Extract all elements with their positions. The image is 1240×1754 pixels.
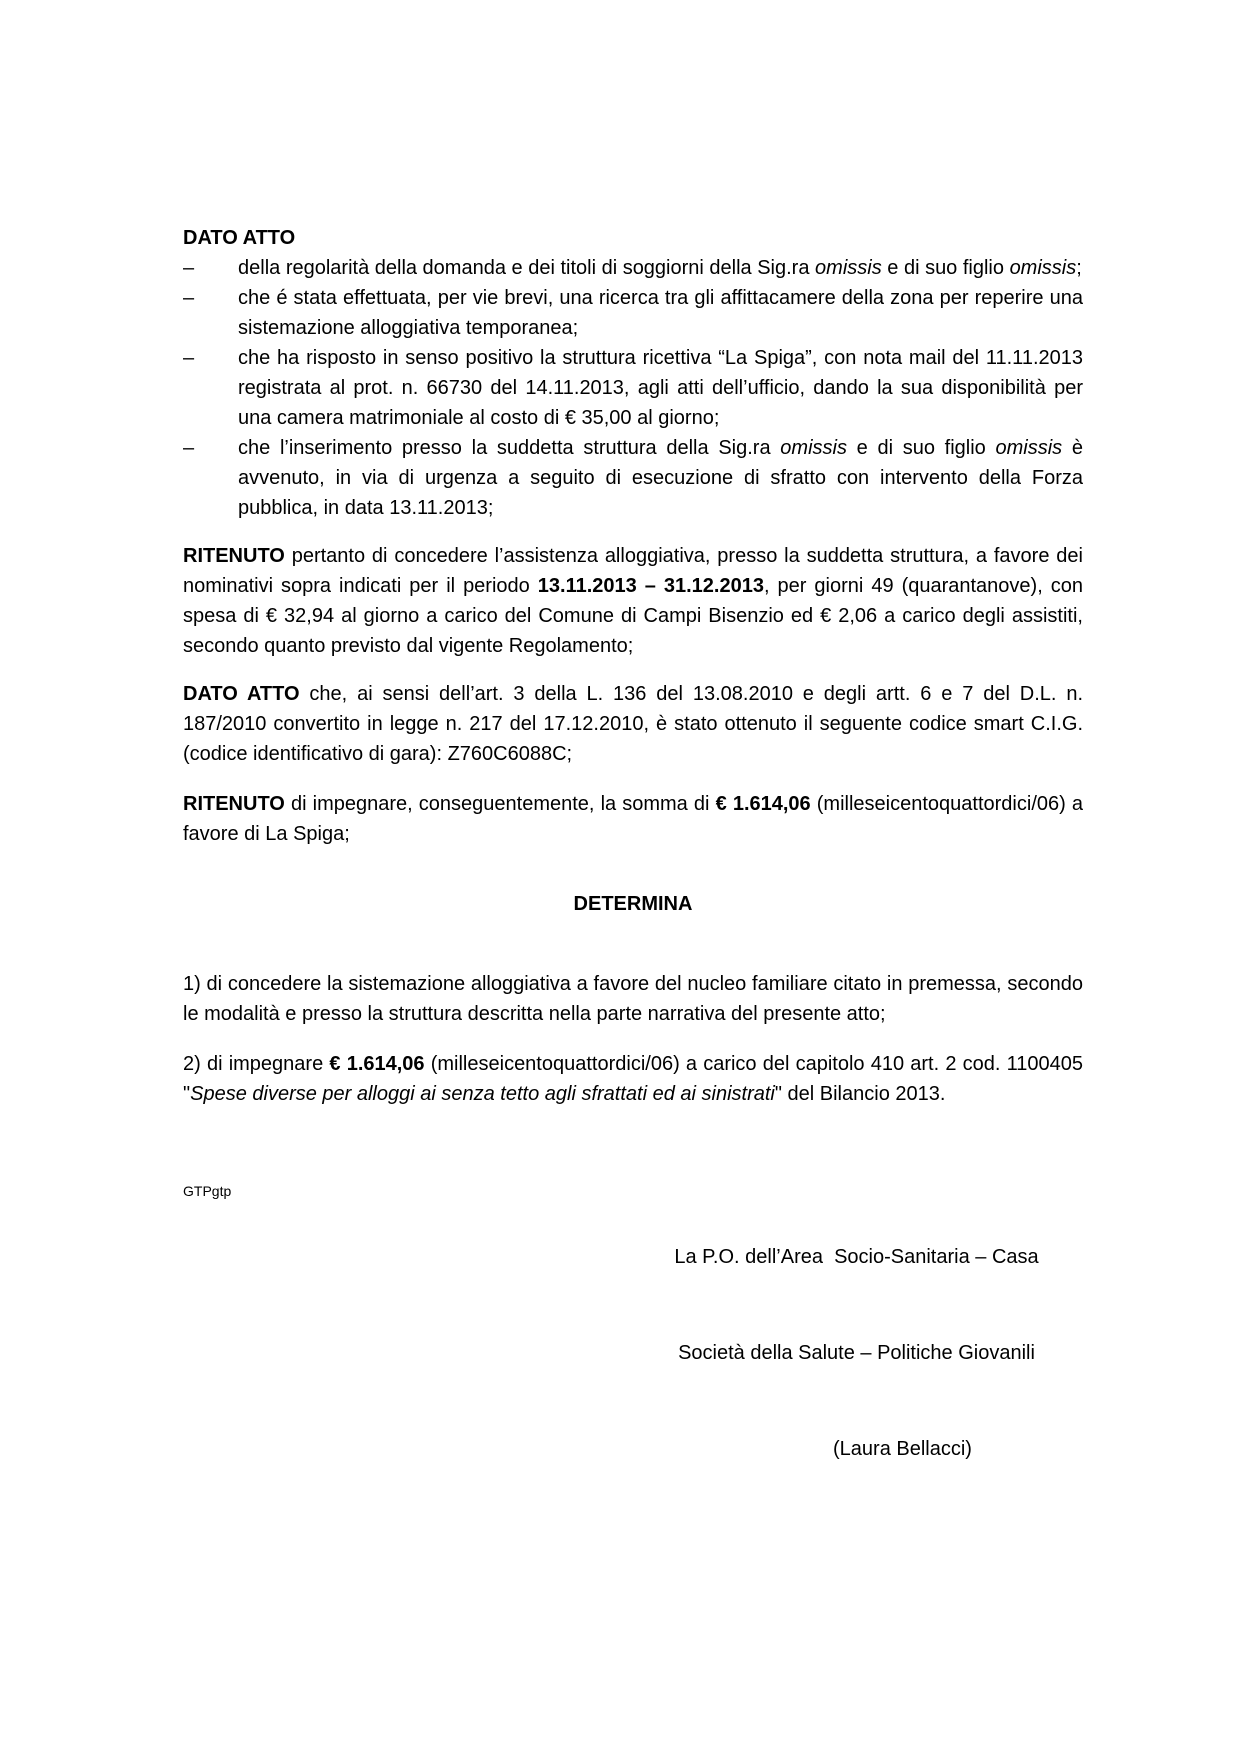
footer — [183, 1177, 1083, 1529]
text-run: RITENUTO — [183, 793, 285, 815]
paragraph-dato-atto-2 — [183, 679, 1083, 769]
text-run: omissis — [815, 257, 882, 279]
paragraph-determina-item-1 — [183, 969, 1083, 1029]
heading-dato-atto: DATO ATTO — [183, 227, 296, 249]
signature-role-line-1: La P.O. dell’Area Socio-Sanitaria – Casa — [674, 1246, 1039, 1268]
text-run: DATO ATTO — [183, 683, 300, 705]
text-run: 2) di impegnare — [183, 1053, 330, 1075]
text-run: di impegnare, conseguentemente, la somma di — [284, 793, 716, 815]
text-run: pertanto di concedere l’assistenza alloggiativa, presso la suddetta struttura, a favore dei nominativi sopra indicati per il periodo — [183, 545, 1083, 597]
signature-role-line-2: Società della Salute – Politiche Giovanili — [678, 1342, 1035, 1364]
bullet-text-4 — [238, 433, 1083, 523]
text-run: è avvenuto, in via di urgenza a seguito di esecuzione di sfratto con intervento della Forza pubblica, in data 13.11.2013; — [238, 437, 1084, 519]
text-run: Spese diverse per alloggi ai senza tetto agli sfrattati ed ai sinistrati — [190, 1083, 775, 1105]
section-dato-atto — [183, 223, 1083, 523]
text-run: , per giorni 49 (quarantanove), con spesa di € 32,94 al giorno a carico del Comune di Campi Bisenzio ed € 2,06 a carico degli assistiti, secondo quanto previsto dal vigente Regolamento; — [183, 575, 1084, 657]
text-run: 13.11.2013 – 31.12.2013 — [537, 575, 764, 597]
text-run: e di suo figlio — [881, 257, 1010, 279]
bullet-item-1 — [183, 253, 1083, 283]
bullet-list — [183, 253, 1083, 523]
bullet-item-2 — [183, 283, 1083, 343]
text-run: che, ai sensi dell’art. 3 della L. 136 del 13.08.2010 e degli artt. 6 e 7 del D.L. n. 187/2010 convertito in legge n. 217 del 17.12.2010, è stato ottenuto il seguente codice smart C.I.G. (codice identificativo di gara): Z760C6088C; — [183, 683, 1083, 765]
bullet-dash: – — [183, 287, 195, 309]
author-initials: GTPgtp — [183, 1183, 232, 1199]
paragraph-ritenuto-1 — [183, 541, 1083, 661]
signature-name: (Laura Bellacci) — [833, 1438, 972, 1460]
text-run: omissis — [780, 437, 847, 459]
bullet-dash: – — [183, 257, 195, 279]
text-run: € 1.614,06 — [329, 1053, 425, 1075]
bullet-item-4 — [183, 433, 1083, 523]
text-run: " del Bilancio 2013. — [774, 1083, 946, 1105]
bullet-text-2 — [238, 283, 1083, 343]
text-run: (milleseicentoquattordici/06) a favore di La Spiga; — [183, 793, 1084, 845]
text-run: e di suo figlio — [846, 437, 996, 459]
bullet-item-3 — [183, 343, 1083, 433]
bullet-dash: – — [183, 437, 195, 459]
bullet-text-3 — [238, 343, 1083, 433]
text-run: 1) di concedere la sistemazione alloggiativa a favore del nucleo familiare citato in premessa, secondo le modalità e presso la struttura descritta nella parte narrativa del presente atto; — [183, 973, 1083, 1025]
text-run: omissis — [1009, 257, 1077, 279]
bullet-dash: – — [183, 347, 195, 369]
bullet-text-1 — [238, 253, 1083, 283]
paragraph-determina-item-2 — [183, 1049, 1083, 1109]
text-run: omissis — [995, 437, 1063, 459]
text-run: € 1.614,06 — [715, 793, 811, 815]
text-run: che ha risposto in senso positivo la struttura ricettiva “La Spiga”, con nota mail del 11.11.2013 registrata al prot. n. 66730 del 14.11.2013, agli atti dell’ufficio, dando la sua disponibilità per una camera matrimoniale al costo di € 35,00 al giorno; — [238, 347, 1083, 429]
text-run: che é stata effettuata, per vie brevi, una ricerca tra gli affittacamere della zona per reperire una sistemazione alloggiativa temporanea; — [238, 287, 1083, 339]
text-run: ; — [1076, 257, 1082, 279]
text-run: (milleseicentoquattordici/06) a carico del capitolo 410 art. 2 cod. 1100405 " — [183, 1053, 1083, 1105]
signature-block — [635, 1177, 1078, 1529]
text-run: RITENUTO — [183, 545, 285, 567]
heading-determina: DETERMINA — [573, 893, 693, 915]
text-run: della regolarità della domanda e dei titoli di soggiorni della Sig.ra — [238, 257, 816, 279]
text-run: che l’inserimento presso la suddetta struttura della Sig.ra — [238, 437, 781, 459]
paragraph-ritenuto-2 — [183, 789, 1083, 849]
